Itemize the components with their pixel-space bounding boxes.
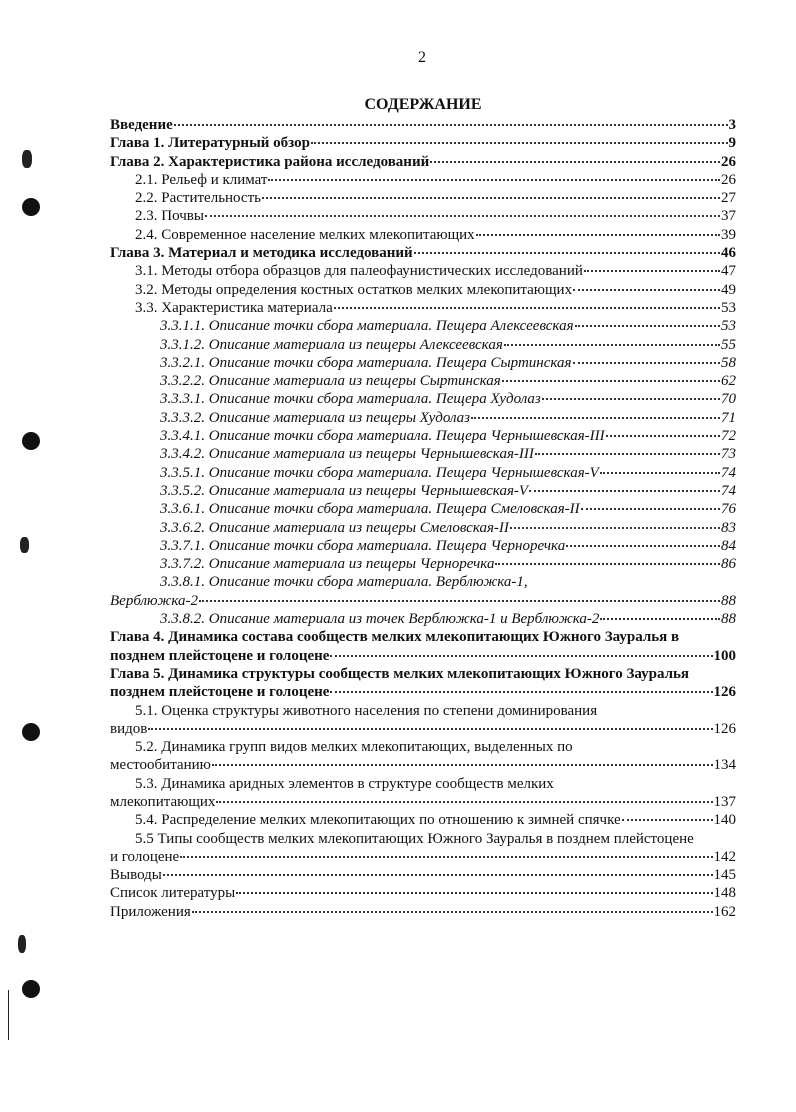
dot-leader (216, 801, 712, 803)
toc-entry-page: 126 (713, 720, 736, 737)
toc-entry[interactable] (110, 811, 736, 829)
punch-hole (22, 198, 40, 216)
toc-entry-first-line: 5.1. Оценка структуры животного населения по степени доминирования (135, 702, 598, 719)
toc-entry-text: 3.3.6.1. Описание точки сбора материала. Пещера Смеловская-II (160, 501, 580, 518)
toc-entry-page: 62 (721, 373, 736, 390)
toc-entry-page: 74 (721, 482, 736, 499)
dot-leader (471, 417, 720, 419)
toc-entry-text: 3.3.6.2. Описание материала из пещеры Смеловская-II (160, 519, 509, 536)
toc-entry-text: Глава 1. Литературный обзор (110, 135, 310, 152)
toc-entry[interactable] (110, 409, 736, 427)
toc-entry[interactable] (110, 647, 736, 665)
toc-entry-text: и голоцене (110, 848, 180, 865)
toc-entry-text: 3.3.5.1. Описание точки сбора материала. Пещера Чернышевская-V (160, 464, 599, 481)
toc-entry-page: 37 (721, 208, 736, 225)
toc-entry-text: 3.1. Методы отбора образцов для палеофаунистических исследований (135, 263, 583, 280)
toc-entry[interactable] (110, 610, 736, 628)
dot-leader (510, 527, 720, 529)
toc-entry-first-line: 5.5 Типы сообществ мелких млекопитающих Южного Зауралья в позднем плейстоцене (135, 830, 694, 847)
toc-entry[interactable] (110, 555, 736, 573)
toc-entry[interactable] (110, 482, 736, 500)
dot-leader (330, 691, 712, 693)
toc-entry-page: 88 (721, 592, 736, 609)
toc-entry-page: 39 (721, 226, 736, 243)
toc-entry[interactable] (110, 464, 736, 482)
dot-leader (581, 508, 720, 510)
dot-leader (542, 398, 720, 400)
dot-leader (622, 819, 713, 821)
dot-leader (205, 215, 720, 217)
scan-mark (20, 537, 29, 553)
toc-entry-page: 86 (721, 556, 736, 573)
toc-entry[interactable] (110, 903, 736, 921)
scan-mark (8, 990, 9, 1040)
toc-entry[interactable] (110, 317, 736, 335)
toc-entry-text: Введение (110, 117, 173, 133)
toc-entry-text: 2.3. Почвы (135, 208, 204, 225)
toc-entry-page: 55 (721, 336, 736, 353)
toc-entry-first-line: 5.3. Динамика аридных элементов в структуре сообществ мелких (135, 775, 554, 792)
dot-leader (600, 618, 720, 620)
toc-entry-page: 162 (713, 903, 736, 920)
toc-entry[interactable] (110, 262, 736, 280)
dot-leader (573, 289, 720, 291)
scan-mark (22, 150, 32, 168)
toc-entry-page: 140 (713, 812, 736, 829)
toc-entry-page: 142 (713, 848, 736, 865)
toc-entry[interactable] (110, 720, 736, 738)
toc-entry-text: 3.2. Методы определения костных остатков мелких млекопитающих (135, 281, 573, 298)
toc-entry-text: Приложения (110, 903, 191, 920)
dot-leader (573, 362, 720, 364)
toc-entry-first-line: Глава 5. Динамика структуры сообществ мелких млекопитающих Южного Зауралья (110, 665, 690, 682)
toc-entry-text: 3.3.2.2. Описание материала из пещеры Сыртинская (160, 373, 501, 390)
toc-entry[interactable] (110, 116, 736, 134)
dot-leader (330, 655, 712, 657)
toc-entry[interactable] (110, 134, 736, 152)
toc-entry-text: 2.2. Растительность (135, 190, 261, 207)
toc-entry-page: 88 (721, 611, 736, 628)
scan-mark (18, 935, 26, 953)
toc-entry-page: 49 (721, 281, 736, 298)
toc-entry-page: 73 (721, 446, 736, 463)
toc-entry-text: 3.3.3.1. Описание точки сбора материала. Пещера Худолаз (160, 391, 541, 408)
dot-leader (163, 874, 713, 876)
toc-entry[interactable] (110, 519, 736, 537)
toc-entry[interactable] (110, 207, 736, 225)
toc-entry-text: 5.4. Распределение мелких млекопитающих по отношению к зимней спячке (135, 812, 621, 829)
dot-leader (262, 197, 720, 199)
dot-leader (311, 142, 728, 144)
toc-entry[interactable] (110, 445, 736, 463)
toc-entry-page: 83 (721, 519, 736, 536)
toc-entry[interactable] (110, 884, 736, 902)
toc-entry-text: 3.3.4.2. Описание материала из пещеры Чернышевская-III (160, 446, 534, 463)
dot-leader (566, 545, 720, 547)
toc-entry-text: Выводы (110, 867, 162, 884)
dot-leader (600, 472, 720, 474)
toc-entry[interactable] (110, 500, 736, 518)
toc-entry-text: 2.4. Современное население мелких млекопитающих (135, 226, 475, 243)
toc-entry-text: 3.3.7.1. Описание точки сбора материала. Пещера Черноречка (160, 537, 566, 554)
toc-entry-page: 84 (721, 537, 736, 554)
dot-leader (236, 892, 712, 894)
toc-entry[interactable] (110, 683, 736, 701)
table-of-contents (110, 116, 736, 921)
toc-entry-text: местообитанию (110, 757, 211, 774)
toc-entry-text: млекопитающих (110, 793, 216, 810)
dot-leader (268, 179, 720, 181)
toc-entry-text: 3.3. Характеристика материала (135, 299, 333, 316)
toc-entry-text: Глава 2. Характеристика района исследований (110, 153, 430, 170)
toc-entry-page: 70 (721, 391, 736, 408)
dot-leader (212, 764, 713, 766)
dot-leader (476, 234, 720, 236)
toc-entry-text: 2.1. Рельеф и климат (135, 171, 268, 188)
toc-entry-page: 71 (721, 409, 736, 426)
toc-entry[interactable] (110, 354, 736, 372)
dot-leader (174, 124, 728, 126)
dot-leader (575, 325, 720, 327)
toc-entry-page: 27 (721, 190, 736, 207)
toc-entry-first-line: 5.2. Динамика групп видов мелких млекопитающих, выделенных по (135, 739, 573, 756)
toc-entry-page: 126 (713, 684, 736, 701)
page-number: 2 (418, 49, 426, 66)
toc-entry-page: 9 (728, 135, 736, 152)
toc-entry[interactable] (110, 281, 736, 299)
toc-entry-text: 3.3.4.1. Описание точки сбора материала. Пещера Чернышевская-III (160, 428, 605, 445)
dot-leader (414, 252, 720, 254)
toc-entry-page: 76 (721, 501, 736, 518)
toc-entry-text: Список литературы (110, 885, 236, 902)
toc-entry[interactable] (110, 299, 736, 317)
toc-entry-text: 3.3.2.1. Описание точки сбора материала. Пещера Сыртинская (160, 354, 572, 371)
dot-leader (495, 563, 720, 565)
toc-entry-page: 74 (721, 464, 736, 481)
toc-entry[interactable] (110, 848, 736, 866)
toc-entry-text: 3.3.1.2. Описание материала из пещеры Алексеевская (160, 336, 503, 353)
dot-leader (535, 453, 720, 455)
dot-leader (584, 270, 720, 272)
toc-entry[interactable] (110, 390, 736, 408)
dot-leader (529, 490, 720, 492)
dot-leader (502, 380, 720, 382)
toc-entry-page: 53 (721, 318, 736, 335)
toc-entry[interactable] (110, 537, 736, 555)
toc-entry-page: 100 (713, 647, 736, 664)
dot-leader (192, 911, 713, 913)
toc-entry-text: 3.3.5.2. Описание материала из пещеры Чернышевская-V (160, 482, 529, 499)
toc-entry-page: 58 (721, 354, 736, 371)
toc-entry-page: 46 (721, 245, 736, 262)
toc-entry-page: 148 (713, 885, 736, 902)
toc-entry-text: Глава 3. Материал и методика исследований (110, 245, 413, 262)
toc-entry[interactable] (110, 756, 736, 774)
toc-entry[interactable] (110, 226, 736, 244)
dot-leader (180, 856, 712, 858)
toc-entry[interactable] (110, 372, 736, 390)
toc-entry[interactable] (110, 189, 736, 207)
toc-entry-first-line: 3.3.8.1. Описание точки сбора материала. Верблюжка-1, (160, 574, 528, 591)
punch-hole (22, 723, 40, 741)
toc-entry-text: 3.3.3.2. Описание материала из пещеры Худолаз (160, 409, 471, 426)
toc-entry[interactable] (110, 171, 736, 189)
toc-entry[interactable] (110, 244, 736, 262)
dot-leader (148, 728, 712, 730)
toc-entry-text: видов (110, 720, 148, 737)
toc-entry-text: позднем плейстоцене и голоцене (110, 684, 330, 701)
toc-entry-page: 47 (721, 263, 736, 280)
dot-leader (430, 161, 720, 163)
toc-entry-page: 26 (721, 153, 736, 170)
dot-leader (504, 344, 720, 346)
toc-entry[interactable] (110, 793, 736, 811)
toc-entry[interactable] (110, 866, 736, 884)
toc-entry[interactable] (110, 427, 736, 445)
toc-title: СОДЕРЖАНИЕ (364, 96, 482, 113)
toc-entry-page: 26 (721, 171, 736, 188)
toc-entry-page: 53 (721, 299, 736, 316)
toc-entry-page: 134 (713, 757, 736, 774)
toc-entry[interactable] (110, 336, 736, 354)
toc-entry-page: 137 (713, 793, 736, 810)
toc-entry[interactable] (110, 153, 736, 171)
punch-hole (22, 432, 40, 450)
dot-leader (199, 600, 720, 602)
toc-entry-text: 3.3.1.1. Описание точки сбора материала. Пещера Алексеевская (160, 318, 574, 335)
toc-entry-page: 145 (713, 867, 736, 884)
toc-entry-text: Верблюжка-2 (110, 592, 199, 609)
toc-entry[interactable] (110, 592, 736, 610)
toc-entry-text: позднем плейстоцене и голоцене (110, 647, 330, 664)
toc-entry-page: 3 (728, 117, 736, 133)
toc-entry-first-line: Глава 4. Динамика состава сообществ мелких млекопитающих Южного Зауралья в (110, 629, 680, 646)
toc-entry-text: 3.3.8.2. Описание материала из точек Верблюжка-1 и Верблюжка-2 (160, 611, 600, 628)
punch-hole (22, 980, 40, 998)
toc-entry-page: 72 (721, 428, 736, 445)
toc-entry-text: 3.3.7.2. Описание материала из пещеры Черноречка (160, 556, 495, 573)
dot-leader (606, 435, 720, 437)
dot-leader (334, 307, 720, 309)
